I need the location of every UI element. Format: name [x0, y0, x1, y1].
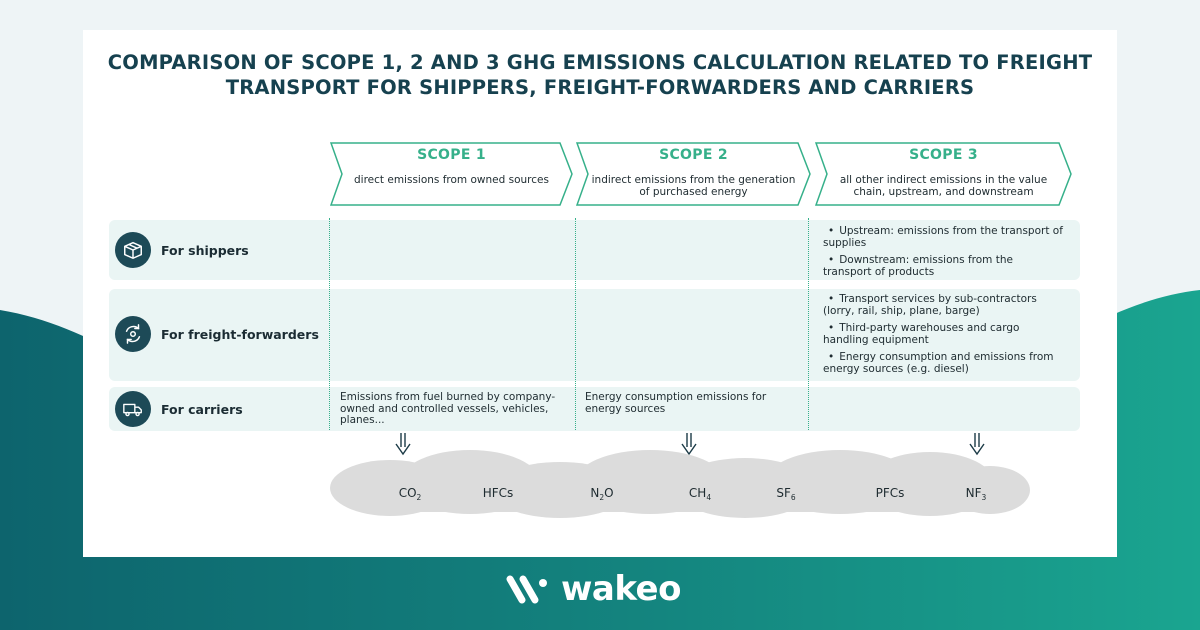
gas-label: $CO_2$	[398, 486, 422, 502]
cycle-arrows-icon	[115, 316, 151, 352]
column-divider-3	[808, 218, 809, 430]
scope-3-description: all other indirect emissions in the value chain, upstream, and downstream	[839, 174, 1048, 198]
scope-2-title: SCOPE 2	[659, 147, 728, 163]
list-item: • Upstream: emissions from the transport of supplies	[823, 226, 1063, 249]
brand-logo	[505, 569, 681, 609]
list-item: • Downstream: emissions from the transport of products	[823, 255, 1063, 278]
diagram-card	[83, 30, 1117, 557]
scope-1-header	[330, 142, 573, 206]
scope-3-header	[815, 142, 1072, 206]
title-line-1: COMPARISON OF SCOPE 1, 2 AND 3 GHG EMISSIONS CALCULATION RELATED TO FREIGHT	[107, 51, 1093, 74]
row-label-text: For shippers	[161, 242, 249, 258]
scope-2-description: indirect emissions from the generation of purchased energy	[591, 174, 796, 198]
scope-3-title: SCOPE 3	[909, 147, 978, 163]
row-freight-forwarders-label	[115, 316, 319, 352]
gas-label: HFCs	[482, 486, 514, 500]
diagram-title	[83, 50, 1117, 100]
gas-label: $CH_4$	[688, 486, 712, 502]
truck-icon	[115, 391, 151, 427]
row-label-text: For freight-forwarders	[161, 326, 319, 342]
scope-1-title: SCOPE 1	[417, 147, 486, 163]
carriers-scope2-cell: Energy consumption emissions for energy sources	[585, 391, 767, 415]
brand-name: wakeo	[561, 569, 681, 609]
wakeo-logo-icon	[505, 573, 549, 605]
shippers-scope3-cell	[823, 226, 1063, 284]
package-icon	[115, 232, 151, 268]
gas-label: $N_2O$	[590, 486, 614, 502]
carriers-scope1-cell: Emissions from fuel burned by company-owned and controlled vessels, vehicles, planes...	[340, 391, 556, 426]
title-line-2: TRANSPORT FOR SHIPPERS, FREIGHT-FORWARDERS AND CARRIERS	[225, 76, 975, 99]
gas-label: $SF_6$	[776, 486, 796, 502]
column-divider-2	[575, 218, 576, 430]
gas-cloud	[330, 448, 1030, 524]
list-item: • Energy consumption and emissions from energy sources (e.g. diesel)	[823, 352, 1063, 375]
row-shippers-label	[115, 232, 249, 268]
scope-1-description: direct emissions from owned sources	[354, 174, 549, 186]
row-label-text: For carriers	[161, 401, 243, 417]
forwarders-scope3-cell	[823, 294, 1063, 381]
row-carriers-label	[115, 391, 243, 427]
gas-label: $NF_3$	[965, 486, 987, 502]
column-divider-1	[329, 218, 330, 430]
list-item: • Third-party warehouses and cargo handling equipment	[823, 323, 1063, 346]
list-item: • Transport services by sub-contractors (lorry, rail, ship, plane, barge)	[823, 294, 1063, 317]
gas-label: PFCs	[875, 486, 905, 500]
scope-2-header	[576, 142, 811, 206]
